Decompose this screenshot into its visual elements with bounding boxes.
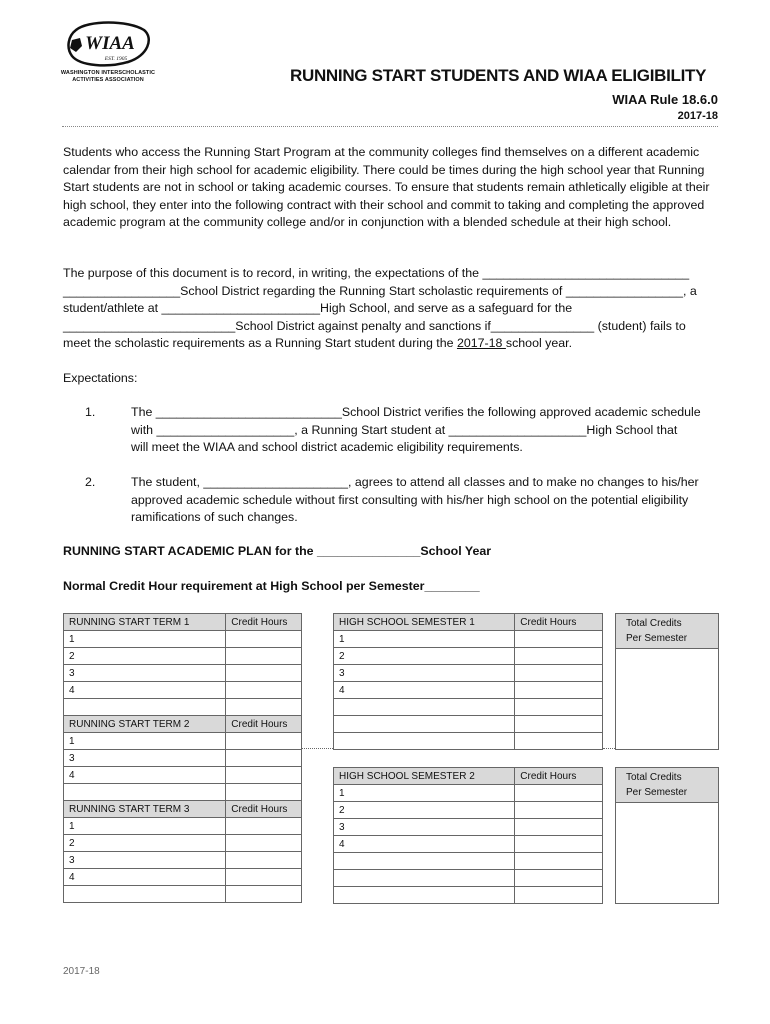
rs-term-2-title: RUNNING START TERM 2 [64, 716, 226, 733]
credit-hours-header: Credit Hours [226, 614, 302, 631]
table-cell[interactable]: 1 [64, 733, 226, 750]
item-number: 1. [85, 405, 96, 419]
credit-cell[interactable] [515, 733, 603, 750]
item-line: with ____________________, a Running Start student at ____________________High School that [131, 422, 678, 437]
purpose-line-1: The purpose of this document is to record, in writing, the expectations of the ______________________________ [63, 266, 690, 280]
table-cell[interactable]: 3 [64, 665, 226, 682]
logo-org-line1: WASHINGTON INTERSCHOLASTIC [60, 70, 156, 76]
credit-cell[interactable] [515, 853, 603, 870]
credit-cell[interactable] [515, 648, 603, 665]
purpose-line-5a: meet the scholastic requirements as a Running Start student during the [63, 336, 457, 351]
normal-credit-label [63, 579, 480, 593]
logo-est: EST. 1905 [104, 56, 128, 62]
plan-label-a: RUNNING START ACADEMIC PLAN for the [63, 544, 317, 558]
table-cell[interactable] [334, 870, 515, 887]
header-divider [62, 126, 718, 127]
hs-semester-1-title: HIGH SCHOOL SEMESTER 1 [334, 614, 515, 631]
rs-term-3-title: RUNNING START TERM 3 [64, 801, 226, 818]
plan-year-blank[interactable]: _______________ [317, 544, 421, 558]
credit-cell[interactable] [515, 870, 603, 887]
table-cell[interactable]: 1 [334, 785, 515, 802]
hs-semester-2-table [333, 767, 603, 904]
credit-cell[interactable] [515, 836, 603, 853]
credit-cell[interactable] [515, 682, 603, 699]
credit-cell[interactable] [515, 802, 603, 819]
credit-cell[interactable] [226, 631, 302, 648]
credit-cell[interactable] [226, 750, 302, 767]
intro-paragraph: Students who access the Running Start Program at the community colleges find themselves on a different academic calendar from their high school for academic eligibility. There could be times during the high school year that Running Start students are not in school or taking academic courses. To ensure that students remain athletically eligible at their high school, they enter into the following contract with their school and commit to taking and completing the approved academic program at the community college and/or in conjunction with a blended schedule at their high school. [63, 145, 710, 230]
dotted-connector [302, 748, 333, 749]
academic-plan-label [63, 544, 491, 558]
credit-cell[interactable] [515, 716, 603, 733]
credit-hours-header: Credit Hours [226, 801, 302, 818]
credit-hours-header: Credit Hours [226, 716, 302, 733]
page-title: RUNNING START STUDENTS AND WIAA ELIGIBILITY [290, 66, 707, 85]
credit-cell[interactable] [226, 818, 302, 835]
credit-cell[interactable] [226, 682, 302, 699]
logo-org-name [58, 70, 158, 84]
table-cell[interactable]: 1 [64, 631, 226, 648]
item-text [131, 404, 723, 457]
table-cell[interactable]: 4 [334, 836, 515, 853]
total-credits-l2: Per Semester [626, 633, 688, 644]
table-cell[interactable]: 1 [334, 631, 515, 648]
table-cell[interactable] [334, 887, 515, 904]
footer-year: 2017-18 [63, 966, 100, 977]
purpose-line-4: _________________________School District against penalty and sanctions if_______________ (student) fails to [63, 318, 686, 333]
logo-org-line2: ACTIVITIES ASSOCIATION [72, 77, 144, 83]
credit-cell[interactable] [515, 785, 603, 802]
normal-credit-text: Normal Credit Hour requirement at High School per Semester [63, 579, 425, 593]
table-cell[interactable]: 3 [64, 852, 226, 869]
purpose-year: 2017-18 [456, 336, 506, 351]
table-cell[interactable]: 2 [334, 648, 515, 665]
table-cell[interactable]: 3 [64, 750, 226, 767]
table-cell[interactable]: 2 [64, 835, 226, 852]
table-cell[interactable]: 2 [334, 802, 515, 819]
plan-label-b: School Year [420, 544, 492, 558]
table-cell[interactable] [334, 853, 515, 870]
total-credits-box-2[interactable] [615, 767, 719, 904]
item-line: approved academic schedule without first consulting with his/her high school on the potential eligibility [131, 492, 689, 507]
credit-cell[interactable] [226, 852, 302, 869]
table-cell[interactable]: 2 [64, 648, 226, 665]
purpose-paragraph [63, 265, 723, 353]
credit-cell[interactable] [226, 784, 302, 801]
credit-cell[interactable] [515, 819, 603, 836]
credit-cell[interactable] [515, 665, 603, 682]
total-credits-l2: Per Semester [626, 787, 688, 798]
credit-cell[interactable] [515, 887, 603, 904]
item-text [131, 474, 723, 527]
normal-credit-blank[interactable]: ________ [424, 579, 480, 593]
credit-cell[interactable] [226, 835, 302, 852]
credit-cell[interactable] [226, 767, 302, 784]
credit-cell[interactable] [226, 648, 302, 665]
total-credits-header [616, 768, 718, 803]
table-cell[interactable] [64, 699, 226, 716]
credit-cell[interactable] [515, 699, 603, 716]
item-line: The student, _____________________, agrees to attend all classes and to make no changes to his/her [131, 475, 699, 489]
total-credits-l1: Total Credits [626, 772, 682, 783]
credit-cell[interactable] [226, 699, 302, 716]
table-cell[interactable]: 4 [334, 682, 515, 699]
header-year: 2017-18 [677, 110, 718, 122]
credit-cell[interactable] [226, 733, 302, 750]
rule-number: WIAA Rule 18.6.0 [612, 92, 718, 107]
total-credits-header [616, 614, 718, 649]
table-cell[interactable]: 1 [64, 818, 226, 835]
item-line: will meet the WIAA and school district academic eligibility requirements. [131, 440, 523, 455]
credit-hours-header: Credit Hours [515, 768, 603, 785]
dotted-connector [603, 748, 615, 749]
table-cell[interactable] [334, 716, 515, 733]
rs-term-1-title: RUNNING START TERM 1 [64, 614, 226, 631]
credit-cell[interactable] [226, 665, 302, 682]
table-cell[interactable]: 3 [334, 819, 515, 836]
total-credits-box-1[interactable] [615, 613, 719, 750]
total-credits-l1: Total Credits [626, 618, 682, 629]
purpose-line-5b: school year. [505, 336, 573, 351]
table-cell[interactable]: 3 [334, 665, 515, 682]
hs-semester-1-table [333, 613, 603, 750]
item-line: ramifications of such changes. [131, 510, 298, 525]
item-line: The ___________________________School District verifies the following approved academic schedule [131, 405, 701, 419]
table-cell[interactable] [64, 784, 226, 801]
item-number: 2. [85, 475, 96, 489]
table-cell[interactable]: 4 [64, 682, 226, 699]
purpose-line-5 [63, 335, 723, 353]
table-cell[interactable] [334, 733, 515, 750]
table-cell[interactable] [334, 699, 515, 716]
credit-cell[interactable] [226, 869, 302, 886]
purpose-line-2: _________________School District regarding the Running Start scholastic requirements of _________________, a [63, 283, 697, 298]
expectations-label: Expectations: [63, 371, 138, 385]
table-cell[interactable] [64, 886, 226, 903]
table-cell[interactable]: 4 [64, 869, 226, 886]
credit-cell[interactable] [515, 631, 603, 648]
logo-acronym: WIAA [85, 33, 135, 54]
credit-hours-header: Credit Hours [515, 614, 603, 631]
purpose-line-3: student/athlete at _______________________High School, and serve as a safeguard for the [63, 301, 573, 316]
table-cell[interactable]: 4 [64, 767, 226, 784]
credit-cell[interactable] [226, 886, 302, 903]
hs-semester-2-title: HIGH SCHOOL SEMESTER 2 [334, 768, 515, 785]
running-start-table [63, 613, 302, 903]
